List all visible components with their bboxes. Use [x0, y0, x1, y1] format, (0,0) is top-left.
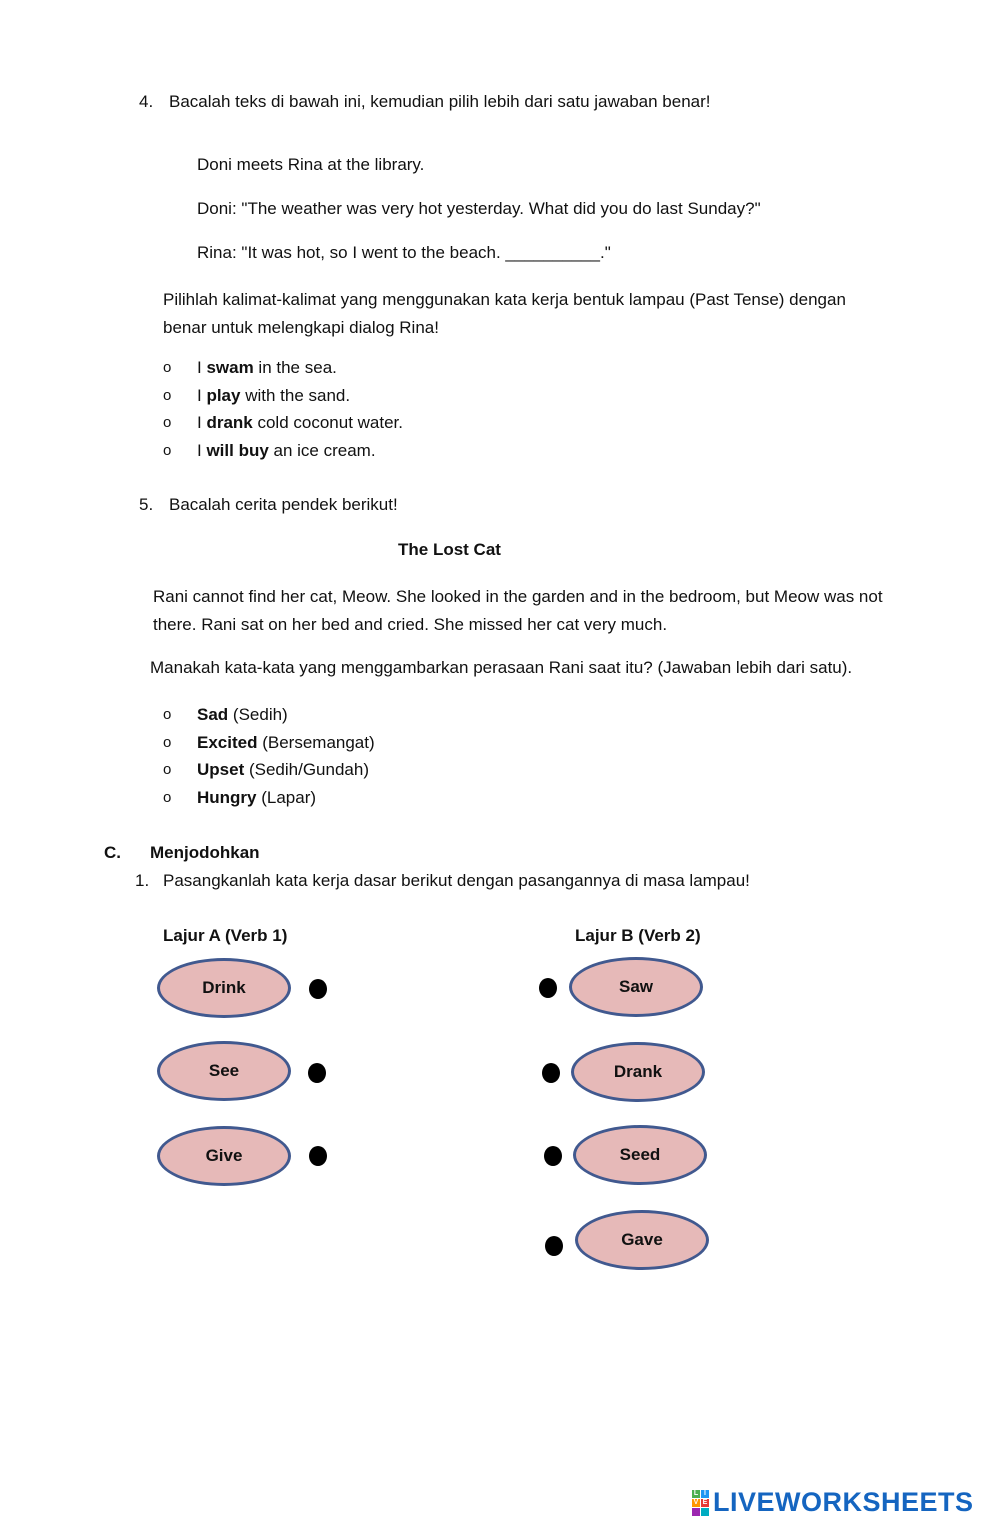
- logo-tile: [692, 1508, 700, 1516]
- match-a-see[interactable]: See: [157, 1041, 291, 1101]
- option-label[interactable]: Upset (Sedih/Gundah): [197, 760, 369, 779]
- section-c-letter: C.: [104, 843, 121, 862]
- match-b-saw[interactable]: Saw: [569, 957, 703, 1017]
- option-label[interactable]: Excited (Bersemangat): [197, 733, 375, 752]
- match-b-drank-dot[interactable]: [542, 1063, 560, 1083]
- column-a-title: Lajur A (Verb 1): [163, 926, 288, 945]
- section-c-title: Menjodohkan: [150, 843, 260, 862]
- q4-instruction: Bacalah teks di bawah ini, kemudian pilih lebih dari satu jawaban benar!: [169, 92, 711, 111]
- liveworksheets-logo: [692, 1487, 974, 1518]
- q5-instruction: Bacalah cerita pendek berikut!: [169, 495, 398, 514]
- q4-question: Pilihlah kalimat-kalimat yang menggunakan kata kerja bentuk lampau (Past Tense) dengan benar untuk melengkapi dialog Rina!: [163, 290, 846, 337]
- option-label[interactable]: Sad (Sedih): [197, 705, 288, 724]
- option-radio[interactable]: o: [163, 359, 172, 376]
- c-q1-text: Pasangkanlah kata kerja dasar berikut dengan pasangannya di masa lampau!: [163, 871, 750, 890]
- logo-tile: [701, 1508, 709, 1516]
- option-radio[interactable]: o: [163, 442, 172, 459]
- match-b-drank[interactable]: Drank: [571, 1042, 705, 1102]
- q4-dialog-line: Doni: "The weather was very hot yesterday. What did you do last Sunday?": [197, 199, 761, 218]
- logo-tile: E: [702, 1498, 708, 1506]
- logo-tile: L: [693, 1489, 699, 1497]
- match-b-gave[interactable]: Gave: [575, 1210, 709, 1270]
- c-q1-number: 1.: [135, 871, 150, 890]
- option-label[interactable]: I swam in the sea.: [197, 358, 337, 377]
- story-text: Rani cannot find her cat, Meow. She looked in the garden and in the bedroom, but Meow was not there. Rani sat on her bed and cried. She missed her cat very much.: [153, 587, 883, 634]
- q5-question: Manakah kata-kata yang menggambarkan perasaan Rani saat itu? (Jawaban lebih dari satu).: [150, 658, 853, 677]
- match-a-drink-dot[interactable]: [309, 979, 327, 999]
- match-a-give[interactable]: Give: [157, 1126, 291, 1186]
- logo-tile: I: [701, 1490, 709, 1498]
- option-radio[interactable]: o: [163, 789, 172, 806]
- q4-dialog-line: Doni meets Rina at the library.: [197, 155, 425, 174]
- option-radio[interactable]: o: [163, 414, 172, 431]
- match-a-drink[interactable]: Drink: [157, 958, 291, 1018]
- match-b-saw-dot[interactable]: [539, 978, 557, 998]
- option-radio[interactable]: o: [163, 387, 172, 404]
- match-a-give-dot[interactable]: [309, 1146, 327, 1166]
- story-title: The Lost Cat: [398, 540, 501, 559]
- option-radio[interactable]: o: [163, 734, 172, 751]
- logo-grid-icon: [692, 1490, 709, 1516]
- match-a-see-dot[interactable]: [308, 1063, 326, 1083]
- match-b-gave-dot[interactable]: [545, 1236, 563, 1256]
- option-radio[interactable]: o: [163, 761, 172, 778]
- option-label[interactable]: I drank cold coconut water.: [197, 413, 404, 432]
- option-label[interactable]: Hungry (Lapar): [197, 788, 317, 807]
- option-radio[interactable]: o: [163, 706, 172, 723]
- q5-number: 5.: [139, 495, 154, 514]
- match-b-seed-dot[interactable]: [544, 1146, 562, 1166]
- logo-tile: V: [693, 1498, 699, 1506]
- q4-number: 4.: [139, 92, 154, 111]
- q4-dialog-line: Rina: "It was hot, so I went to the beach. __________.": [197, 243, 611, 262]
- logo-text: LIVEWORKSHEETS: [713, 1487, 974, 1517]
- option-label[interactable]: I will buy an ice cream.: [197, 441, 376, 460]
- option-label[interactable]: I play with the sand.: [197, 386, 351, 405]
- match-b-seed[interactable]: Seed: [573, 1125, 707, 1185]
- column-b-title: Lajur B (Verb 2): [575, 926, 701, 945]
